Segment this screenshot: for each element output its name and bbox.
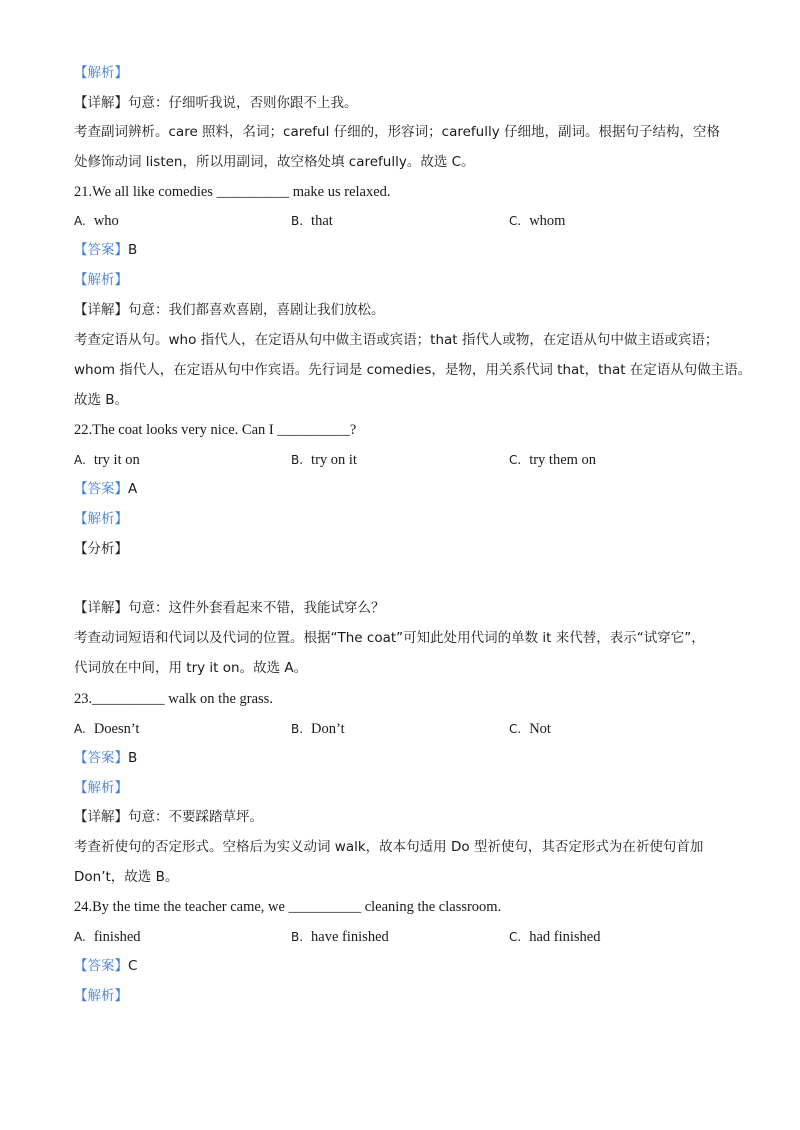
answer-tag: 【答案】 <box>74 750 128 766</box>
option-text: had finished <box>529 929 601 945</box>
explanation-line: 考查祈使句的否定形式。空格后为实义动词 walk，故本句适用 Do 型祈使句，其否定形式为在祈使句首加 <box>74 839 704 855</box>
question-22: 22.The coat looks very nice. Can I __________? <box>74 422 357 438</box>
option-letter: B. <box>291 722 304 736</box>
detail-text: 【详解】句意：我们都喜欢喜剧，喜剧让我们放松。 <box>74 302 385 318</box>
answer-letter: B <box>128 242 138 258</box>
option-text: finished <box>93 929 141 945</box>
option-letter: B. <box>291 930 304 944</box>
option-text: that <box>311 213 333 229</box>
answer-letter: C <box>128 958 138 974</box>
option-letter: A. <box>74 214 86 228</box>
answer-text <box>74 958 137 974</box>
explanation-line: 故选 B。 <box>74 392 129 408</box>
explanation-line: whom 指代人，在定语从句中作宾语。先行词是 comedies，是物，用关系代词 that，that 在定语从句做主语。 <box>74 362 752 378</box>
answer-letter: B <box>128 750 138 766</box>
option-b <box>291 720 345 738</box>
option-b <box>291 928 389 946</box>
answer-tag: 【答案】 <box>74 242 128 258</box>
option-text: try them on <box>529 452 597 468</box>
option-letter: A. <box>74 722 86 736</box>
option-a <box>74 212 119 230</box>
option-a <box>74 720 139 738</box>
answer-line <box>74 480 137 498</box>
answer-line <box>74 957 137 975</box>
explanation-line: Don’t，故选 B。 <box>74 869 179 885</box>
option-a <box>74 451 140 469</box>
detail-text: 【详解】句意：仔细听我说，否则你跟不上我。 <box>74 95 358 111</box>
answer-letter: A <box>128 481 138 497</box>
question-23: 23.__________ walk on the grass. <box>74 691 273 707</box>
answer-tag: 【答案】 <box>74 958 128 974</box>
detail-text: 【详解】句意：这件外套看起来不错，我能试穿么？ <box>74 600 385 616</box>
option-text: try it on <box>93 452 140 468</box>
option-c <box>509 212 565 230</box>
option-text: who <box>93 213 119 229</box>
explanation-line: 考查定语从句。who 指代人，在定语从句中做主语或宾语；that 指代人或物，在定语从句中做主语或宾语； <box>74 332 719 348</box>
question-21: 21.We all like comedies __________ make us relaxed. <box>74 184 391 200</box>
fenxi-tag: 【分析】 <box>74 541 128 557</box>
option-text: Not <box>529 721 551 737</box>
option-b <box>291 212 333 230</box>
answer-line <box>74 241 137 259</box>
option-letter: C. <box>509 722 522 736</box>
option-c <box>509 928 600 946</box>
answer-line <box>74 749 137 767</box>
option-letter: C. <box>509 214 522 228</box>
option-letter: A. <box>74 930 86 944</box>
option-text: Doesn’t <box>93 721 140 737</box>
option-a <box>74 928 141 946</box>
explanation-line: 处修饰动词 listen，所以用副词，故空格处填 carefully。故选 C。 <box>74 154 475 170</box>
explanation-line: 代词放在中间，用 try it on。故选 A。 <box>74 660 308 676</box>
option-text: whom <box>529 213 566 229</box>
analysis-tag: 【解析】 <box>74 988 128 1004</box>
analysis-tag: 【解析】 <box>74 511 128 527</box>
analysis-tag: 【解析】 <box>74 65 128 81</box>
option-text: try on it <box>311 452 357 468</box>
question-24: 24.By the time the teacher came, we __________ cleaning the classroom. <box>74 899 502 915</box>
option-text: have finished <box>311 929 389 945</box>
option-letter: A. <box>74 453 86 467</box>
option-letter: C. <box>509 930 522 944</box>
option-c <box>509 720 551 738</box>
option-text: Don’t <box>311 721 345 737</box>
explanation-line: 考查副词辨析。care 照料，名词；careful 仔细的，形容词；carefully 仔细地，副词。根据句子结构，空格 <box>74 124 720 140</box>
option-letter: C. <box>509 453 522 467</box>
option-letter: B. <box>291 214 304 228</box>
analysis-tag: 【解析】 <box>74 780 128 796</box>
answer-tag: 【答案】 <box>74 481 128 497</box>
answer-text <box>74 242 137 258</box>
answer-text <box>74 481 137 497</box>
option-letter: B. <box>291 453 304 467</box>
explanation-line: 考查动词短语和代词以及代词的位置。根据“The coat”可知此处用代词的单数 it 来代替，表示“试穿它”， <box>74 630 705 646</box>
detail-text: 【详解】句意：不要踩踏草坪。 <box>74 809 263 825</box>
option-c <box>509 451 596 469</box>
analysis-tag: 【解析】 <box>74 272 128 288</box>
option-b <box>291 451 357 469</box>
answer-text <box>74 750 137 766</box>
